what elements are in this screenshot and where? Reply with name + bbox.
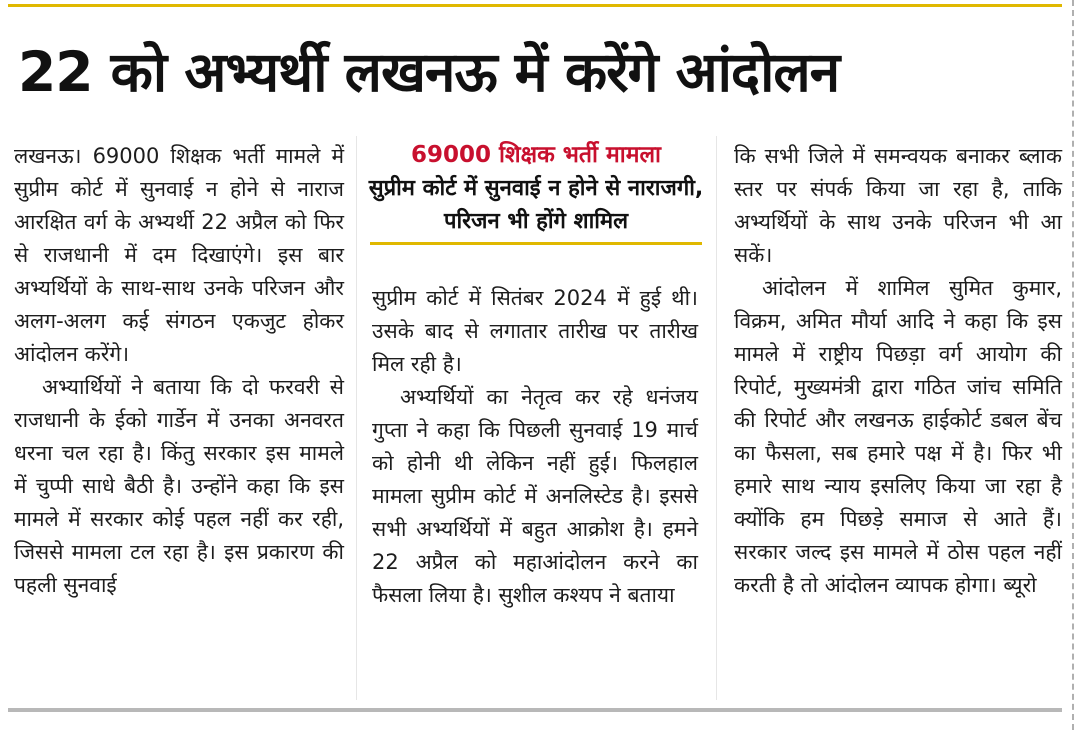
article-column-2 [372,282,698,612]
paragraph: अभ्यर्थियों का नेतृत्व कर रहे धनंजय गुप्ता ने कहा कि पिछली सुनवाई 19 मार्च को होनी थी लेकिन नहीं हुई। फिलहाल मामला सुप्रीम कोर्ट में अनलिस्टेड है। इससे सभी अभ्यर्थियों में बहुत आक्रोश है। हमने 22 अप्रैल को महाआंदोलन करने का फैसला लिया है। सुशील कश्यप ने बताया [372,385,698,607]
bottom-grey-rule [8,708,1062,712]
paragraph: आंदोलन में शामिल सुमित कुमार, विक्रम, अमित मौर्या आदि ने कहा कि इस मामले में राष्ट्रीय पिछड़ा वर्ग आयोग की रिपोर्ट, मुख्यमंत्री द्वारा गठित जांच समिति की रिपोर्ट और लखनऊ हाईकोर्ट डबल बेंच का फैसला, सब हमारे पक्ष में है। फिर भी हमारे साथ न्याय इसलिए किया जा रहा है क्योंकि हम पिछड़े समाज से आते हैं। सरकार जल्द इस मामले में ठोस पहल नहीं करती है तो आंदोलन व्यापक होगा। ब्यूरो [734,276,1062,597]
paragraph: लखनऊ। 69000 शिक्षक भर्ती मामले में सुप्रीम कोर्ट में सुनवाई न होने से नाराज आरक्षित वर्ग के अभ्यर्थी 22 अप्रैल को फिर से राजधानी में दम दिखाएंगे। इस बार अभ्यर्थियों के साथ-साथ उनके परिजन और अलग-अलग कई संगठन एकजुट होकर आंदोलन करेंगे। [14,144,344,366]
article-column-1 [14,140,344,602]
column-divider [716,136,717,700]
subhead-deck: सुप्रीम कोर्ट में सुनवाई न होने से नाराजगी, परिजन भी होंगे शामिल [368,176,704,234]
paragraph: सुप्रीम कोर्ट में सितंबर 2024 में हुई थी। उसके बाद से लगातार तारीख पर तारीख मिल रही है। [372,286,698,376]
headline: 22 को अभ्यर्थी लखनऊ में करेंगे आंदोलन [18,40,840,104]
clipping-edge-dashed-line [1072,0,1074,730]
subheadline-block [368,138,704,245]
paragraph: कि सभी जिले में समन्वयक बनाकर ब्लाक स्तर पर संपर्क किया जा रहा है, ताकि अभ्यर्थियों के साथ उनके परिजन भी आ सकें। [734,144,1062,267]
column-divider [356,136,357,700]
subhead-yellow-rule [370,242,702,245]
paragraph: अभ्यार्थियों ने बताया कि दो फरवरी से राजधानी के ईको गार्डेन में उनका अनवरत धरना चल रहा है। किंतु सरकार इस मामले में चुप्पी साधे बैठी है। उन्होंने कहा कि इस मामले में सरकार कोई पहल नहीं कर रही, जिससे मामला टल रहा है। इस प्रकारण की पहली सुनवाई [14,375,344,597]
article-column-3 [734,140,1062,602]
subhead-kicker: 69000 शिक्षक भर्ती मामला [410,142,662,168]
top-yellow-rule [8,4,1062,7]
